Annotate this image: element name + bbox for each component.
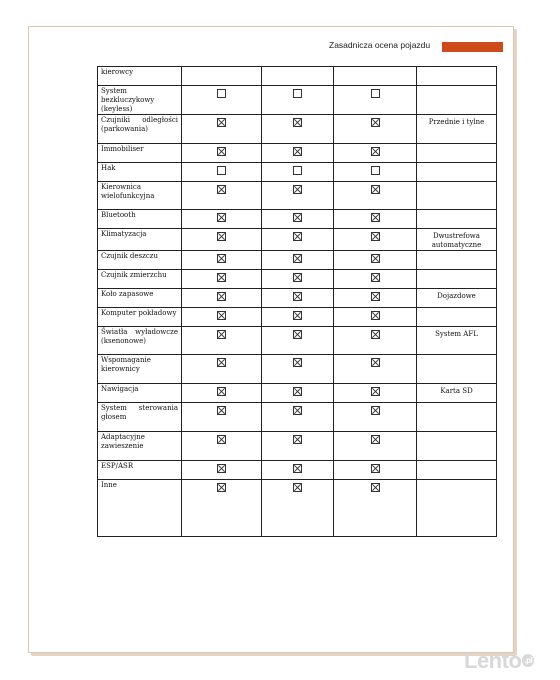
checked-box-icon[interactable]: [371, 406, 380, 415]
checked-box-icon[interactable]: [293, 483, 302, 492]
table-row: [98, 308, 497, 327]
checked-box-icon[interactable]: [217, 358, 226, 367]
equipment-table: [97, 66, 497, 537]
table-row: [98, 355, 497, 384]
checked-box-icon[interactable]: [217, 330, 226, 339]
table-row: [98, 403, 497, 432]
checkbox-cell: [334, 327, 417, 355]
checkbox-cell: [334, 461, 417, 480]
checkbox-cell: [262, 480, 334, 537]
feature-label: Komputer pokładowy: [98, 308, 182, 327]
checked-box-icon[interactable]: [217, 311, 226, 320]
feature-label: Światła wyładowcze (ksenonowe): [98, 327, 182, 355]
feature-label: Czujniki odległości (parkowania): [98, 115, 182, 144]
checkbox-cell: [334, 163, 417, 182]
note-cell: [417, 308, 497, 327]
checked-box-icon[interactable]: [371, 118, 380, 127]
checkbox-cell: [182, 461, 262, 480]
checkbox-cell: [334, 251, 417, 270]
note-cell: System AFL: [417, 327, 497, 355]
checkbox-cell: [334, 115, 417, 144]
checkbox-cell: [262, 308, 334, 327]
table-row: [98, 182, 497, 210]
watermark-logo: Lento .pl: [464, 648, 533, 673]
checkbox-cell: [182, 163, 262, 182]
checkbox-cell: [334, 480, 417, 537]
checkbox-cell: [182, 182, 262, 210]
checked-box-icon[interactable]: [293, 311, 302, 320]
empty-box-icon[interactable]: [371, 89, 380, 98]
checked-box-icon[interactable]: [371, 330, 380, 339]
note-cell: [417, 210, 497, 229]
checkbox-cell: [182, 480, 262, 537]
feature-label: Kierownica wielofunkcyjna: [98, 182, 182, 210]
checkbox-cell: [334, 229, 417, 251]
checkbox-cell: [182, 67, 262, 86]
checked-box-icon[interactable]: [293, 273, 302, 282]
checked-box-icon[interactable]: [371, 358, 380, 367]
checked-box-icon[interactable]: [371, 273, 380, 282]
checked-box-icon[interactable]: [217, 387, 226, 396]
checkbox-cell: [334, 86, 417, 115]
checkbox-cell: [262, 229, 334, 251]
checkbox-cell: [182, 229, 262, 251]
checkbox-cell: [334, 182, 417, 210]
checkbox-cell: [334, 308, 417, 327]
table-row: [98, 229, 497, 251]
feature-label: Immobiliser: [98, 144, 182, 163]
checked-box-icon[interactable]: [217, 147, 226, 156]
empty-box-icon[interactable]: [293, 89, 302, 98]
checkbox-cell: [334, 432, 417, 461]
note-cell: [417, 461, 497, 480]
checked-box-icon[interactable]: [371, 483, 380, 492]
header-accent-bar: [442, 42, 503, 52]
checkbox-cell: [262, 289, 334, 308]
empty-box-icon[interactable]: [217, 89, 226, 98]
checked-box-icon[interactable]: [371, 292, 380, 301]
note-cell: [417, 163, 497, 182]
note-cell: [417, 182, 497, 210]
table-row: [98, 327, 497, 355]
table-row: [98, 461, 497, 480]
checked-box-icon[interactable]: [371, 254, 380, 263]
feature-label: System sterowania głosem: [98, 403, 182, 432]
checkbox-cell: [182, 403, 262, 432]
checkbox-cell: [334, 289, 417, 308]
checkbox-cell: [262, 270, 334, 289]
feature-label: Czujnik zmierzchu: [98, 270, 182, 289]
table-row: [98, 384, 497, 403]
checked-box-icon[interactable]: [293, 213, 302, 222]
checkbox-cell: [262, 327, 334, 355]
note-cell: [417, 355, 497, 384]
checkbox-cell: [182, 384, 262, 403]
note-cell: Dojazdowe: [417, 289, 497, 308]
checked-box-icon[interactable]: [371, 311, 380, 320]
table-row: [98, 67, 497, 86]
checkbox-cell: [334, 210, 417, 229]
checked-box-icon[interactable]: [217, 292, 226, 301]
checked-box-icon[interactable]: [217, 213, 226, 222]
checked-box-icon[interactable]: [217, 254, 226, 263]
document-page: [28, 26, 514, 653]
checkbox-cell: [262, 115, 334, 144]
checkbox-cell: [182, 86, 262, 115]
checked-box-icon[interactable]: [371, 213, 380, 222]
table-row: [98, 210, 497, 229]
checked-box-icon[interactable]: [293, 232, 302, 241]
checkbox-cell: [262, 210, 334, 229]
checked-box-icon[interactable]: [371, 232, 380, 241]
table-row: [98, 480, 497, 537]
checked-box-icon[interactable]: [293, 330, 302, 339]
feature-label: Nawigacja: [98, 384, 182, 403]
checked-box-icon[interactable]: [371, 464, 380, 473]
checkbox-cell: [182, 251, 262, 270]
feature-label: Inne: [98, 480, 182, 537]
table-row: [98, 270, 497, 289]
note-cell: [417, 432, 497, 461]
checkbox-cell: [334, 144, 417, 163]
feature-label: Bluetooth: [98, 210, 182, 229]
checkbox-cell: [182, 432, 262, 461]
feature-label: Koło zapasowe: [98, 289, 182, 308]
feature-label: System bezkluczykowy (keyless): [98, 86, 182, 115]
checkbox-cell: [334, 270, 417, 289]
feature-label: Czujnik deszczu: [98, 251, 182, 270]
checked-box-icon[interactable]: [293, 406, 302, 415]
checked-box-icon[interactable]: [371, 147, 380, 156]
note-cell: Przednie i tylne: [417, 115, 497, 144]
checked-box-icon[interactable]: [217, 232, 226, 241]
checkbox-cell: [262, 67, 334, 86]
header-title: Zasadnicza ocena pojazdu: [329, 40, 431, 50]
empty-box-icon[interactable]: [371, 166, 380, 175]
checkbox-cell: [262, 384, 334, 403]
checked-box-icon[interactable]: [371, 387, 380, 396]
note-cell: Dwustrefowa automatyczne: [417, 229, 497, 251]
feature-label: Hak: [98, 163, 182, 182]
checked-box-icon[interactable]: [293, 185, 302, 194]
feature-label: Wspomaganie kierownicy: [98, 355, 182, 384]
feature-label: kierowcy: [98, 67, 182, 86]
feature-label: Klimatyzacja: [98, 229, 182, 251]
note-cell: [417, 144, 497, 163]
checkbox-cell: [262, 163, 334, 182]
checked-box-icon[interactable]: [293, 292, 302, 301]
note-cell: [417, 403, 497, 432]
checkbox-cell: [182, 144, 262, 163]
checked-box-icon[interactable]: [217, 464, 226, 473]
checkbox-cell: [334, 67, 417, 86]
empty-box-icon[interactable]: [293, 166, 302, 175]
table-row: [98, 251, 497, 270]
table-row: [98, 86, 497, 115]
checked-box-icon[interactable]: [217, 483, 226, 492]
empty-box-icon[interactable]: [217, 166, 226, 175]
checked-box-icon[interactable]: [371, 185, 380, 194]
checkbox-cell: [182, 289, 262, 308]
checked-box-icon[interactable]: [217, 435, 226, 444]
feature-label: ESP/ASR: [98, 461, 182, 480]
checked-box-icon[interactable]: [293, 358, 302, 367]
checkbox-cell: [182, 355, 262, 384]
note-cell: [417, 67, 497, 86]
feature-label: Adaptacyjne zawieszenie: [98, 432, 182, 461]
checkbox-cell: [182, 210, 262, 229]
checked-box-icon[interactable]: [293, 254, 302, 263]
table-row: [98, 144, 497, 163]
checked-box-icon[interactable]: [217, 273, 226, 282]
note-cell: [417, 86, 497, 115]
note-cell: [417, 480, 497, 537]
checked-box-icon[interactable]: [293, 464, 302, 473]
checkbox-cell: [262, 432, 334, 461]
checkbox-cell: [262, 144, 334, 163]
checkbox-cell: [182, 115, 262, 144]
checked-box-icon[interactable]: [371, 435, 380, 444]
checkbox-cell: [262, 86, 334, 115]
checkbox-cell: [262, 355, 334, 384]
checkbox-cell: [262, 461, 334, 480]
table-row: [98, 115, 497, 144]
checkbox-cell: [182, 308, 262, 327]
checkbox-cell: [334, 384, 417, 403]
checkbox-cell: [334, 355, 417, 384]
note-cell: Karta SD: [417, 384, 497, 403]
note-cell: [417, 251, 497, 270]
checkbox-cell: [262, 251, 334, 270]
table-row: [98, 289, 497, 308]
checked-box-icon[interactable]: [217, 406, 226, 415]
checkbox-cell: [262, 403, 334, 432]
checked-box-icon[interactable]: [217, 118, 226, 127]
checkbox-cell: [182, 270, 262, 289]
table-row: [98, 163, 497, 182]
checked-box-icon[interactable]: [293, 118, 302, 127]
checked-box-icon[interactable]: [293, 435, 302, 444]
checkbox-cell: [262, 182, 334, 210]
checkbox-cell: [334, 403, 417, 432]
checkbox-cell: [182, 327, 262, 355]
checked-box-icon[interactable]: [293, 147, 302, 156]
checked-box-icon[interactable]: [293, 387, 302, 396]
note-cell: [417, 270, 497, 289]
checked-box-icon[interactable]: [217, 185, 226, 194]
table-row: [98, 432, 497, 461]
